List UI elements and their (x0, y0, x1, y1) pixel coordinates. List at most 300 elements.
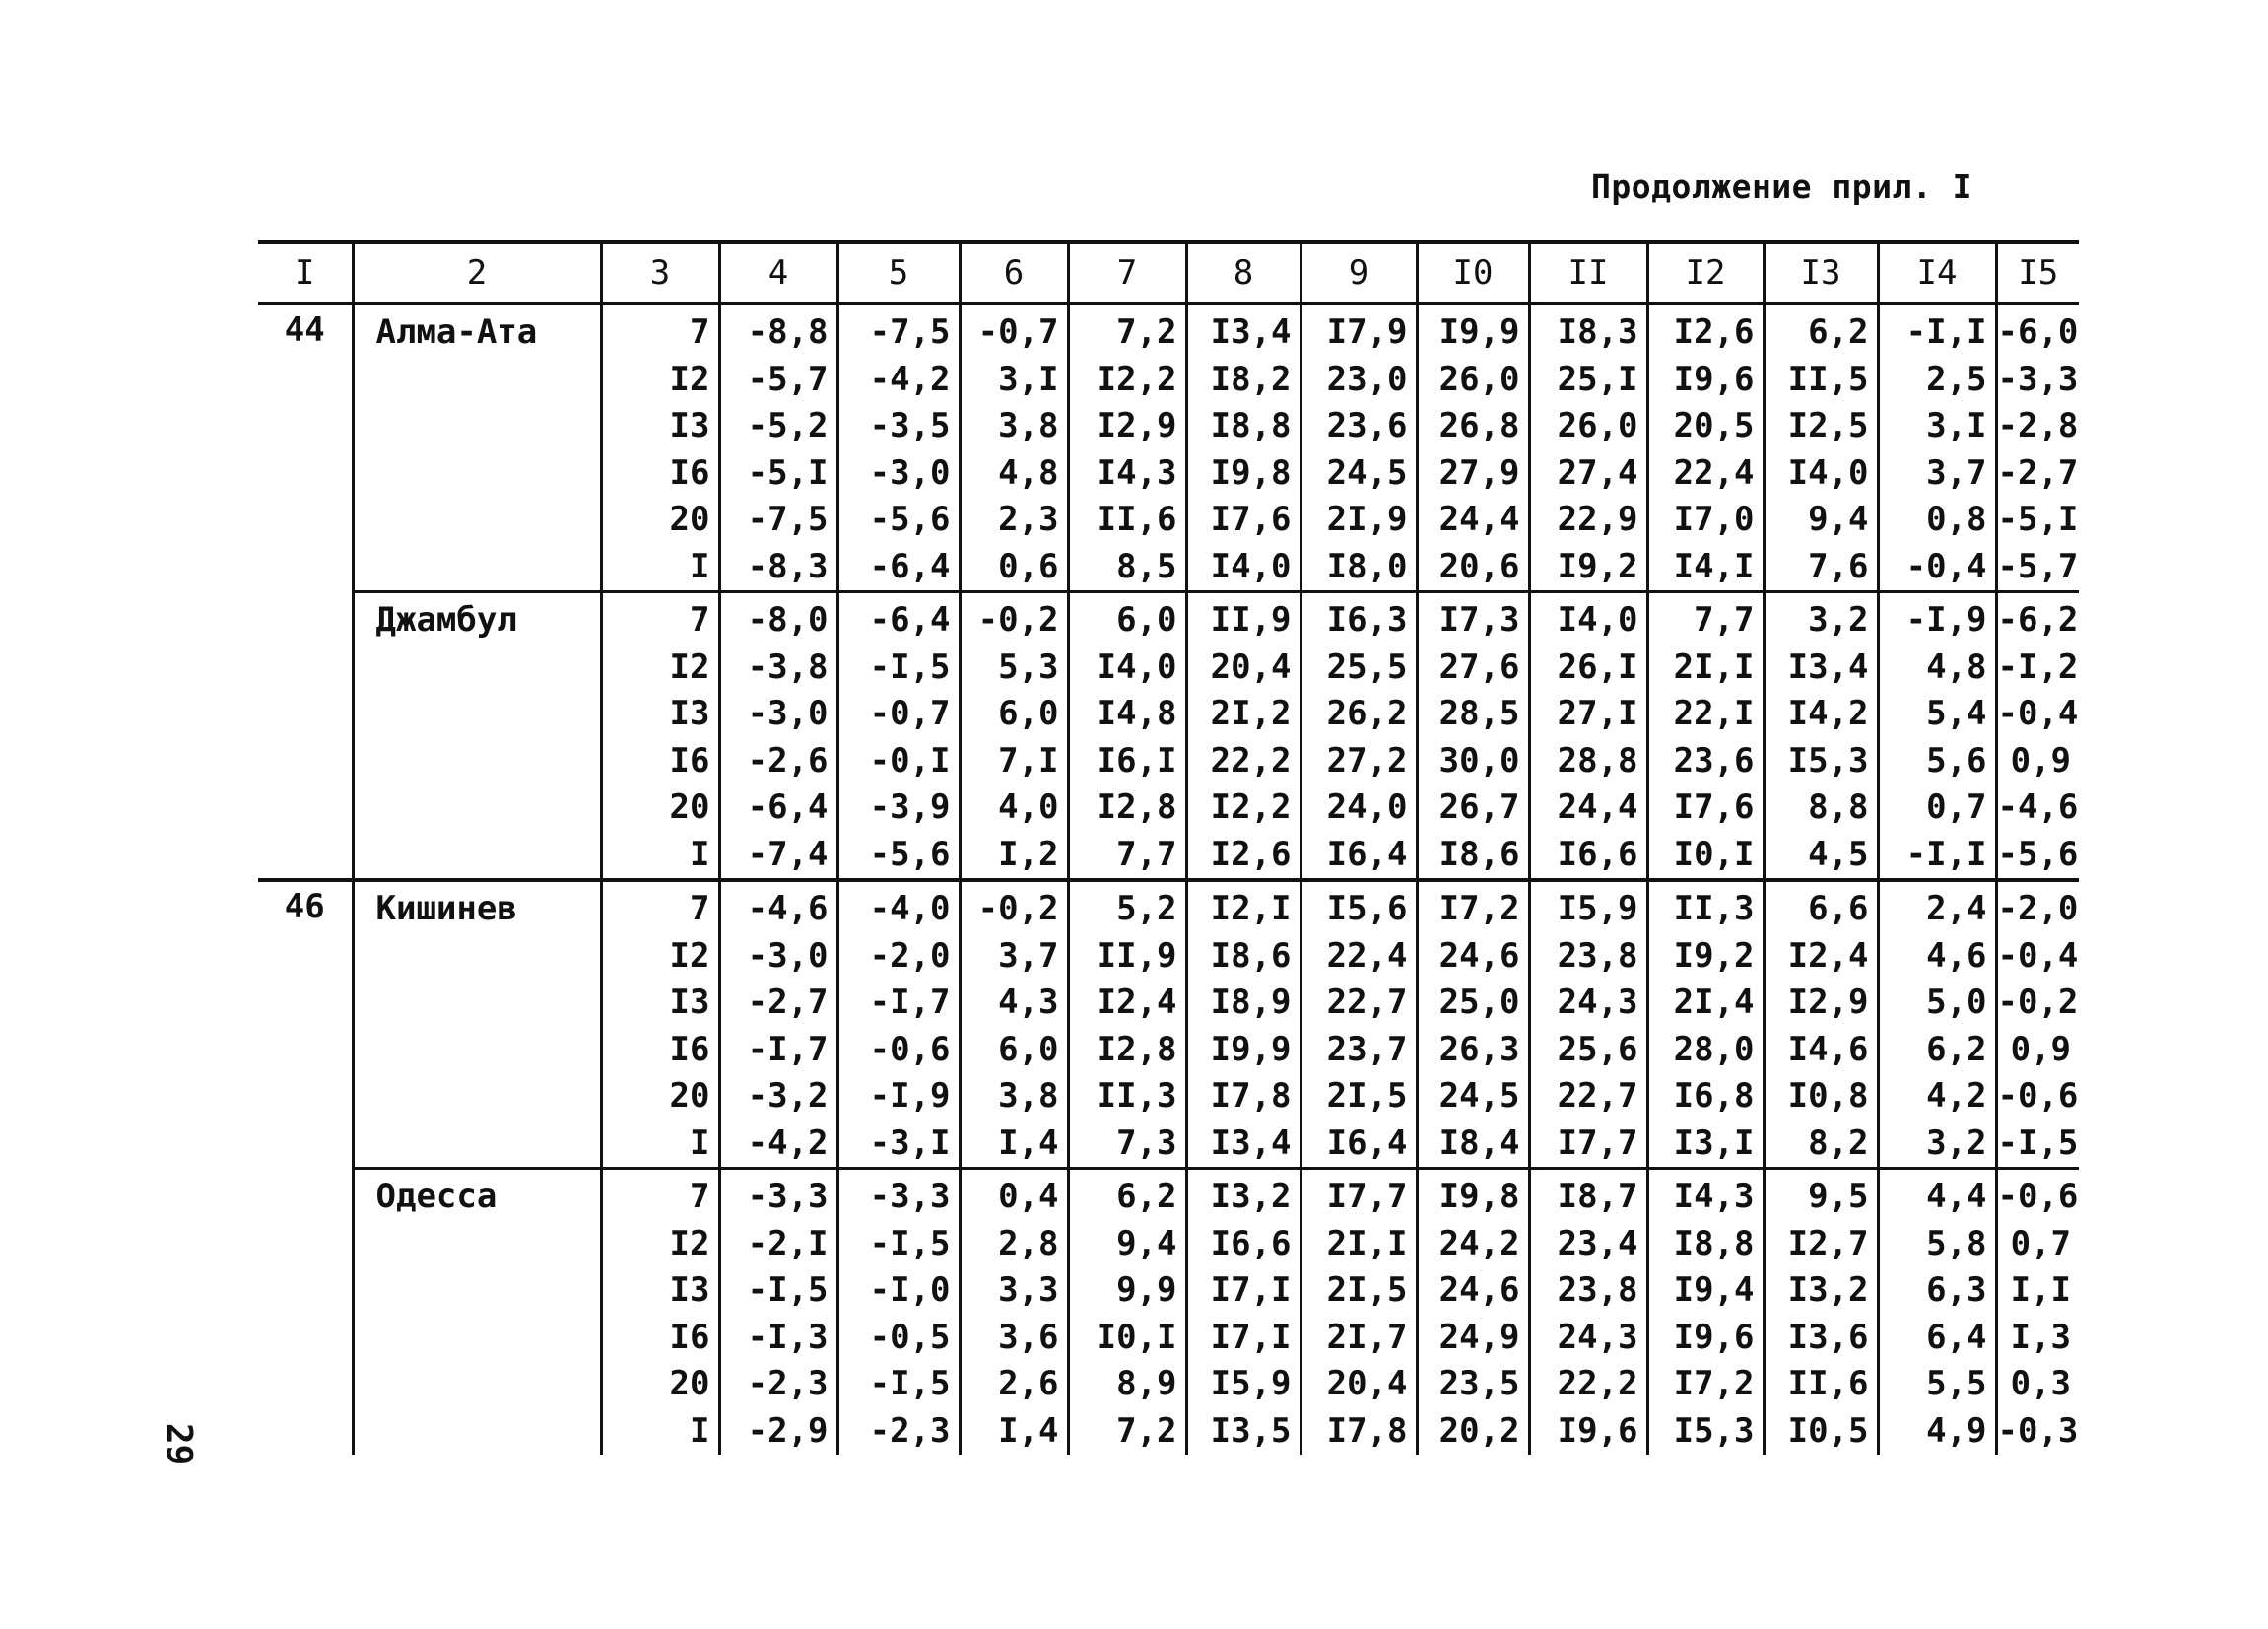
value-cell: -3,0 (719, 691, 837, 738)
station-number-cell (258, 592, 353, 645)
station-number-cell (258, 1073, 353, 1120)
value-cell: -2,0 (837, 933, 960, 981)
value-cell: I4,0 (1764, 450, 1878, 498)
value-cell: 24,3 (1529, 1315, 1647, 1362)
value-cell: -I,0 (837, 1267, 960, 1315)
table-row (258, 1361, 2079, 1408)
column-header: I5 (1996, 242, 2079, 304)
value-cell: I6,6 (1186, 1221, 1301, 1268)
value-cell: I,4 (960, 1120, 1068, 1169)
value-cell: 0,6 (960, 544, 1068, 592)
value-cell: 5,8 (1878, 1221, 1996, 1268)
value-cell: I4,0 (1186, 544, 1301, 592)
value-cell: I2,4 (1068, 980, 1186, 1027)
city-name-cell (353, 832, 601, 881)
value-cell: 25,6 (1529, 1027, 1647, 1074)
table-row (258, 304, 2079, 357)
value-cell: I2,7 (1764, 1221, 1878, 1268)
value-cell: 3,8 (960, 1073, 1068, 1120)
value-cell: I3,4 (1186, 1120, 1301, 1169)
value-cell: 2I,9 (1301, 497, 1417, 544)
value-cell: -2,3 (719, 1361, 837, 1408)
value-cell: 4,4 (1878, 1169, 1996, 1221)
hour-cell: I6 (601, 1027, 719, 1074)
value-cell: I5,9 (1529, 880, 1647, 933)
value-cell: I8,9 (1186, 980, 1301, 1027)
station-number-cell (258, 1027, 353, 1074)
station-number-cell (258, 1169, 353, 1221)
table-row (258, 1073, 2079, 1120)
value-cell: -0,6 (1996, 1073, 2079, 1120)
value-cell: -I,I (1878, 304, 1996, 357)
city-name-cell (353, 1027, 601, 1074)
value-cell: -3,0 (719, 933, 837, 981)
value-cell: 26,0 (1529, 403, 1647, 450)
value-cell: -0,7 (837, 691, 960, 738)
value-cell: -0,2 (960, 592, 1068, 645)
value-cell: I7,6 (1647, 784, 1764, 832)
value-cell: I2,I (1186, 880, 1301, 933)
value-cell: 23,4 (1529, 1221, 1647, 1268)
value-cell: 7,2 (1068, 1408, 1186, 1456)
column-header: 5 (837, 242, 960, 304)
value-cell: 2I,I (1301, 1221, 1417, 1268)
value-cell: 5,5 (1878, 1361, 1996, 1408)
value-cell: 6,0 (1068, 592, 1186, 645)
value-cell: I2,8 (1068, 1027, 1186, 1074)
value-cell: 3,8 (960, 403, 1068, 450)
value-cell: 26,3 (1417, 1027, 1529, 1074)
value-cell: I7,2 (1647, 1361, 1764, 1408)
table-row (258, 738, 2079, 785)
column-header: I3 (1764, 242, 1878, 304)
value-cell: 27,I (1529, 691, 1647, 738)
value-cell: I2,9 (1764, 980, 1878, 1027)
value-cell: 22,7 (1529, 1073, 1647, 1120)
table-row (258, 403, 2079, 450)
station-number-cell: 44 (284, 310, 325, 351)
city-name-cell (353, 738, 601, 785)
column-header: 8 (1186, 242, 1301, 304)
table-body (258, 304, 2079, 1455)
table-row (258, 1169, 2079, 1221)
value-cell: 7,7 (1647, 592, 1764, 645)
city-name-cell (353, 544, 601, 592)
value-cell: -7,5 (719, 497, 837, 544)
hour-cell: I2 (601, 1221, 719, 1268)
value-cell: 6,2 (1878, 1027, 1996, 1074)
value-cell: 22,2 (1186, 738, 1301, 785)
page-number: 29 (159, 1422, 200, 1466)
hour-cell: I6 (601, 738, 719, 785)
value-cell: -4,0 (837, 880, 960, 933)
value-cell: -5,6 (1996, 832, 2079, 881)
value-cell: 6,2 (1764, 304, 1878, 357)
value-cell: I7,0 (1647, 497, 1764, 544)
table-row (258, 784, 2079, 832)
value-cell: -4,6 (719, 880, 837, 933)
value-cell: I4,3 (1068, 450, 1186, 498)
hour-cell: 7 (601, 880, 719, 933)
column-header: 6 (960, 242, 1068, 304)
value-cell: 0,9 (1996, 1027, 2079, 1074)
value-cell: 5,2 (1068, 880, 1186, 933)
value-cell: I2,5 (1764, 403, 1878, 450)
value-cell: I2,4 (1764, 933, 1878, 981)
city-name-cell: Джамбул (353, 592, 601, 645)
value-cell: I9,6 (1529, 1408, 1647, 1456)
value-cell: 5,4 (1878, 691, 1996, 738)
value-cell: I6,8 (1647, 1073, 1764, 1120)
value-cell: -0,2 (1996, 980, 2079, 1027)
table-row (258, 1120, 2079, 1169)
hour-cell: I2 (601, 645, 719, 692)
station-number-cell (258, 738, 353, 785)
value-cell: I9,9 (1417, 304, 1529, 357)
value-cell: I0,5 (1764, 1408, 1878, 1456)
value-cell: -5,6 (837, 497, 960, 544)
value-cell: 24,4 (1529, 784, 1647, 832)
station-number-cell (258, 691, 353, 738)
value-cell: 22,2 (1529, 1361, 1647, 1408)
value-cell: I4,I (1647, 544, 1764, 592)
table-row (258, 450, 2079, 498)
value-cell: I7,8 (1301, 1408, 1417, 1456)
station-number-cell (258, 1361, 353, 1408)
hour-cell: I3 (601, 691, 719, 738)
value-cell: 20,4 (1301, 1361, 1417, 1408)
value-cell: 7,3 (1068, 1120, 1186, 1169)
value-cell: 3,2 (1878, 1120, 1996, 1169)
value-cell: 9,9 (1068, 1267, 1186, 1315)
value-cell: I7,I (1186, 1267, 1301, 1315)
value-cell: I9,4 (1647, 1267, 1764, 1315)
city-name-cell (353, 784, 601, 832)
value-cell: -6,4 (719, 784, 837, 832)
city-name-cell (353, 1267, 601, 1315)
value-cell: I0,I (1647, 832, 1764, 881)
value-cell: 24,0 (1301, 784, 1417, 832)
value-cell: 4,9 (1878, 1408, 1996, 1456)
value-cell: 8,5 (1068, 544, 1186, 592)
value-cell: I8,4 (1417, 1120, 1529, 1169)
value-cell: 4,8 (960, 450, 1068, 498)
value-cell: -4,2 (719, 1120, 837, 1169)
value-cell: 2,4 (1878, 880, 1996, 933)
value-cell: I7,3 (1417, 592, 1529, 645)
station-number-cell (258, 980, 353, 1027)
value-cell: 0,9 (1996, 738, 2079, 785)
value-cell: I4,0 (1068, 645, 1186, 692)
column-header: I (258, 242, 353, 304)
value-cell: 25,I (1529, 357, 1647, 404)
station-number-cell: 46 (258, 880, 353, 933)
value-cell: -3,5 (837, 403, 960, 450)
value-cell: 27,9 (1417, 450, 1529, 498)
value-cell: I3,4 (1764, 645, 1878, 692)
header-row (258, 242, 2079, 304)
value-cell: 5,0 (1878, 980, 1996, 1027)
value-cell: 22,7 (1301, 980, 1417, 1027)
value-cell: 3,6 (960, 1315, 1068, 1362)
column-header: I0 (1417, 242, 1529, 304)
value-cell: I9,9 (1186, 1027, 1301, 1074)
value-cell: 25,0 (1417, 980, 1529, 1027)
value-cell: -5,I (719, 450, 837, 498)
value-cell: II,6 (1068, 497, 1186, 544)
value-cell: I4,3 (1647, 1169, 1764, 1221)
station-number-cell (258, 832, 353, 881)
value-cell: 24,4 (1417, 497, 1529, 544)
value-cell: 24,6 (1417, 1267, 1529, 1315)
value-cell: -0,4 (1878, 544, 1996, 592)
value-cell: -2,7 (719, 980, 837, 1027)
value-cell: 8,8 (1764, 784, 1878, 832)
table-row (258, 357, 2079, 404)
value-cell: 0,4 (960, 1169, 1068, 1221)
value-cell: -I,7 (837, 980, 960, 1027)
value-cell: I8,8 (1647, 1221, 1764, 1268)
value-cell: 3,7 (960, 933, 1068, 981)
value-cell: I6,I (1068, 738, 1186, 785)
column-header: 3 (601, 242, 719, 304)
value-cell: I0,I (1068, 1315, 1186, 1362)
table-row (258, 1408, 2079, 1456)
value-cell: -2,I (719, 1221, 837, 1268)
value-cell: I7,8 (1186, 1073, 1301, 1120)
value-cell: 28,5 (1417, 691, 1529, 738)
value-cell: I3,4 (1186, 304, 1301, 357)
value-cell: -0,4 (1996, 691, 2079, 738)
value-cell: -6,4 (837, 592, 960, 645)
value-cell: -I,5 (837, 1361, 960, 1408)
value-cell: -I,7 (719, 1027, 837, 1074)
city-name-cell: Одесса (353, 1169, 601, 1221)
value-cell: 26,I (1529, 645, 1647, 692)
value-cell: I8,3 (1529, 304, 1647, 357)
value-cell: I8,2 (1186, 357, 1301, 404)
city-name-cell (353, 497, 601, 544)
value-cell: I5,9 (1186, 1361, 1301, 1408)
table-row (258, 880, 2079, 933)
value-cell: 20,2 (1417, 1408, 1529, 1456)
value-cell: I,3 (1996, 1315, 2079, 1362)
value-cell: 6,6 (1764, 880, 1878, 933)
value-cell: 8,2 (1764, 1120, 1878, 1169)
value-cell: -2,6 (719, 738, 837, 785)
station-number-cell (258, 497, 353, 544)
value-cell: I4,0 (1529, 592, 1647, 645)
value-cell: -3,0 (837, 450, 960, 498)
city-name-cell (353, 1361, 601, 1408)
city-name-cell: Алма-Ата (353, 304, 601, 357)
value-cell: II,5 (1764, 357, 1878, 404)
value-cell: 3,7 (1878, 450, 1996, 498)
value-cell: I3,2 (1186, 1169, 1301, 1221)
value-cell: 4,2 (1878, 1073, 1996, 1120)
value-cell: -7,4 (719, 832, 837, 881)
value-cell: I5,6 (1301, 880, 1417, 933)
value-cell: 7,6 (1764, 544, 1878, 592)
city-name-cell: Кишинев (353, 880, 601, 933)
value-cell: I4,6 (1764, 1027, 1878, 1074)
value-cell: -2,8 (1996, 403, 2079, 450)
value-cell: I2,6 (1647, 304, 1764, 357)
value-cell: -2,9 (719, 1408, 837, 1456)
column-header: II (1529, 242, 1647, 304)
value-cell: -5,2 (719, 403, 837, 450)
value-cell: 25,5 (1301, 645, 1417, 692)
value-cell: 27,4 (1529, 450, 1647, 498)
value-cell: I8,6 (1186, 933, 1301, 981)
station-number-cell (258, 645, 353, 692)
value-cell: I,2 (960, 832, 1068, 881)
value-cell: 24,6 (1417, 933, 1529, 981)
value-cell: 23,5 (1417, 1361, 1529, 1408)
hour-cell: 7 (601, 592, 719, 645)
table-row (258, 497, 2079, 544)
value-cell: 22,I (1647, 691, 1764, 738)
table-row (258, 980, 2079, 1027)
city-name-cell (353, 933, 601, 981)
value-cell: 6,0 (960, 691, 1068, 738)
value-cell: 23,0 (1301, 357, 1417, 404)
table-row (258, 592, 2079, 645)
station-number-cell (258, 933, 353, 981)
value-cell: I0,8 (1764, 1073, 1878, 1120)
column-header: 4 (719, 242, 837, 304)
value-cell: I4,2 (1764, 691, 1878, 738)
value-cell: I8,7 (1529, 1169, 1647, 1221)
value-cell: I2,9 (1068, 403, 1186, 450)
value-cell: 24,9 (1417, 1315, 1529, 1362)
value-cell: I6,3 (1301, 592, 1417, 645)
city-name-cell (353, 450, 601, 498)
station-number-cell (258, 784, 353, 832)
value-cell: 2I,I (1647, 645, 1764, 692)
value-cell: 6,2 (1068, 1169, 1186, 1221)
hour-cell: 20 (601, 1361, 719, 1408)
city-name-cell (353, 645, 601, 692)
value-cell: -2,3 (837, 1408, 960, 1456)
value-cell: I,I (1996, 1267, 2079, 1315)
value-cell: I7,6 (1186, 497, 1301, 544)
value-cell: I9,2 (1647, 933, 1764, 981)
value-cell: 24,3 (1529, 980, 1647, 1027)
value-cell: -8,3 (719, 544, 837, 592)
city-name-cell (353, 980, 601, 1027)
value-cell: I5,3 (1647, 1408, 1764, 1456)
value-cell: 26,2 (1301, 691, 1417, 738)
value-cell: I6,6 (1529, 832, 1647, 881)
value-cell: I9,8 (1186, 450, 1301, 498)
value-cell: 23,8 (1529, 1267, 1647, 1315)
value-cell: -3,9 (837, 784, 960, 832)
value-cell: II,6 (1764, 1361, 1878, 1408)
value-cell: I7,2 (1417, 880, 1529, 933)
hour-cell: I (601, 832, 719, 881)
value-cell: -0,6 (1996, 1169, 2079, 1221)
value-cell: 20,4 (1186, 645, 1301, 692)
value-cell: -5,7 (1996, 544, 2079, 592)
table-row (258, 691, 2079, 738)
value-cell: 3,I (960, 357, 1068, 404)
value-cell: -0,I (837, 738, 960, 785)
hour-cell: I2 (601, 933, 719, 981)
value-cell: 27,2 (1301, 738, 1417, 785)
value-cell: 28,0 (1647, 1027, 1764, 1074)
value-cell: -0,5 (837, 1315, 960, 1362)
table-row (258, 1315, 2079, 1362)
value-cell: 2,3 (960, 497, 1068, 544)
value-cell: II,9 (1068, 933, 1186, 981)
value-cell: I3,2 (1764, 1267, 1878, 1315)
city-name-cell (353, 357, 601, 404)
value-cell: I2,6 (1186, 832, 1301, 881)
value-cell: 23,7 (1301, 1027, 1417, 1074)
column-header: 7 (1068, 242, 1186, 304)
value-cell: -8,0 (719, 592, 837, 645)
value-cell: 22,4 (1647, 450, 1764, 498)
value-cell: 9,4 (1764, 497, 1878, 544)
value-cell: I9,6 (1647, 1315, 1764, 1362)
value-cell: -5,6 (837, 832, 960, 881)
value-cell: 26,7 (1417, 784, 1529, 832)
value-cell: 2I,4 (1647, 980, 1764, 1027)
value-cell: I8,6 (1417, 832, 1529, 881)
value-cell: -0,6 (837, 1027, 960, 1074)
value-cell: I2,2 (1068, 357, 1186, 404)
value-cell: -I,9 (837, 1073, 960, 1120)
value-cell: -3,8 (719, 645, 837, 692)
value-cell: 7,2 (1068, 304, 1186, 357)
table-row (258, 1267, 2079, 1315)
station-number-cell (258, 544, 353, 592)
table-row (258, 832, 2079, 881)
value-cell: -5,I (1996, 497, 2079, 544)
value-cell: I3,6 (1764, 1315, 1878, 1362)
hour-cell: I3 (601, 403, 719, 450)
value-cell: -0,2 (960, 880, 1068, 933)
city-name-cell (353, 1073, 601, 1120)
value-cell: I9,8 (1417, 1169, 1529, 1221)
city-name-cell (353, 403, 601, 450)
value-cell: 22,9 (1529, 497, 1647, 544)
value-cell: -2,0 (1996, 880, 2079, 933)
value-cell: 2I,7 (1301, 1315, 1417, 1362)
value-cell: 2I,5 (1301, 1267, 1417, 1315)
value-cell: -I,5 (719, 1267, 837, 1315)
climate-data-table (258, 240, 2079, 1455)
value-cell: 6,4 (1878, 1315, 1996, 1362)
station-number-cell (258, 403, 353, 450)
value-cell: -I,2 (1996, 645, 2079, 692)
station-number-cell (258, 450, 353, 498)
value-cell: II,3 (1068, 1073, 1186, 1120)
value-cell: I3,5 (1186, 1408, 1301, 1456)
value-cell: -4,6 (1996, 784, 2079, 832)
value-cell: I4,8 (1068, 691, 1186, 738)
value-cell: I5,3 (1764, 738, 1878, 785)
value-cell: -2,7 (1996, 450, 2079, 498)
value-cell: 2,6 (960, 1361, 1068, 1408)
table-row (258, 933, 2079, 981)
value-cell: 6,0 (960, 1027, 1068, 1074)
value-cell: 6,3 (1878, 1267, 1996, 1315)
value-cell: 2,5 (1878, 357, 1996, 404)
value-cell: 23,6 (1647, 738, 1764, 785)
value-cell: -I,5 (837, 645, 960, 692)
